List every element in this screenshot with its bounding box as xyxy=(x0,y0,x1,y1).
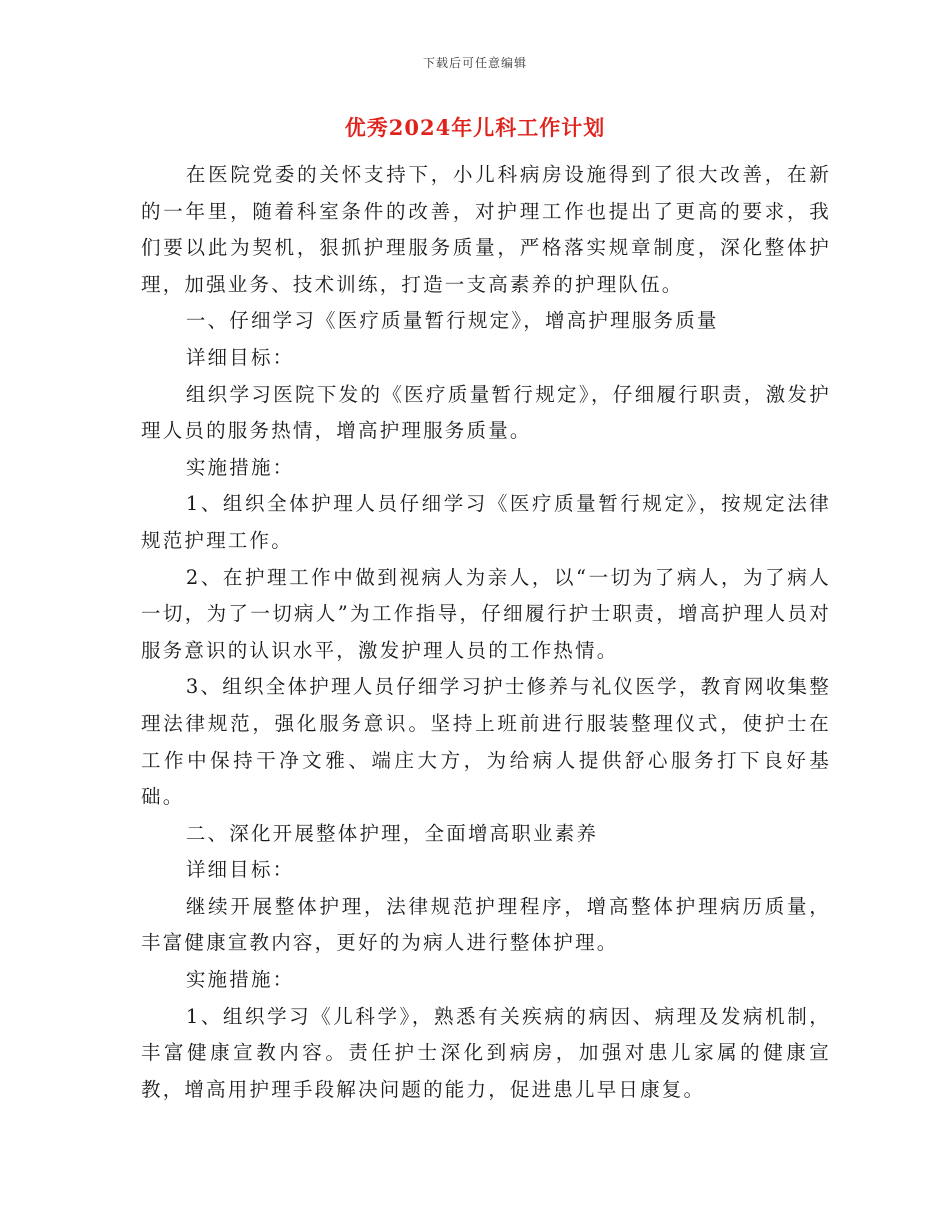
paragraph-measure-2-1: 1、组织学习《儿科学》，熟悉有关疾病的病因、病理及发病机制，丰富健康宣教内容。责任护士深化到病房，加强对患儿家属的健康宣教，增高用护理手段解决问题的能力，促进患儿早日康复。 xyxy=(141,1004,831,1101)
paragraph-measure-1-2: 2、在护理工作中做到视病人为亲人，以“一切为了病人，为了病人一切，为了一切病人”为工作指导，仔细履行护士职责，增高护理人员对服务意识的认识水平，激发护理人员的工作热情。 xyxy=(141,565,831,662)
subheading-measures-1: 实施措施： xyxy=(185,455,295,479)
section-heading-2: 二、深化开展整体护理，全面增高职业素养 xyxy=(185,821,599,845)
paragraph-measure-1-1: 1、组织全体护理人员仔细学习《医疗质量暂行规定》，按规定法律规范护理工作。 xyxy=(141,492,831,552)
document-title: 优秀2024年儿科工作计划 xyxy=(344,115,606,140)
paragraph-goal-2: 继续开展整体护理，法律规范护理程序，增高整体护理病历质量，丰富健康宣教内容，更好的为病人进行整体护理。 xyxy=(141,894,831,955)
paragraph-measure-1-3: 3、组织全体护理人员仔细学习护士修养与礼仪医学，教育网收集整理法律规范，强化服务意识。坚持上班前进行服装整理仪式，使护士在工作中保持干净文雅、端庄大方，为给病人提供舒心服务打下良好基础。 xyxy=(141,675,831,809)
document-body xyxy=(141,157,831,1108)
section-heading-1: 一、仔细学习《医疗质量暂行规定》，增高护理服务质量 xyxy=(185,309,719,333)
subheading-goal-2: 详细目标： xyxy=(185,858,295,882)
subheading-goal-1: 详细目标： xyxy=(185,345,295,369)
header-note: 下载后可任意编辑 xyxy=(422,56,527,70)
paragraph-intro: 在医院党委的关怀支持下，小儿科病房设施得到了很大改善，在新的一年里，随着科室条件的改善，对护理工作也提出了更高的要求，我们要以此为契机，狠抓护理服务质量，严格落实规章制度，深化整体护理，加强业务、技术训练，打造一支高素养的护理队伍。 xyxy=(141,163,831,296)
paragraph-goal-1: 组织学习医院下发的《医疗质量暂行规定》，仔细履行职责，激发护理人员的服务热情，增高护理服务质量。 xyxy=(141,382,831,443)
subheading-measures-2: 实施措施： xyxy=(185,968,295,992)
